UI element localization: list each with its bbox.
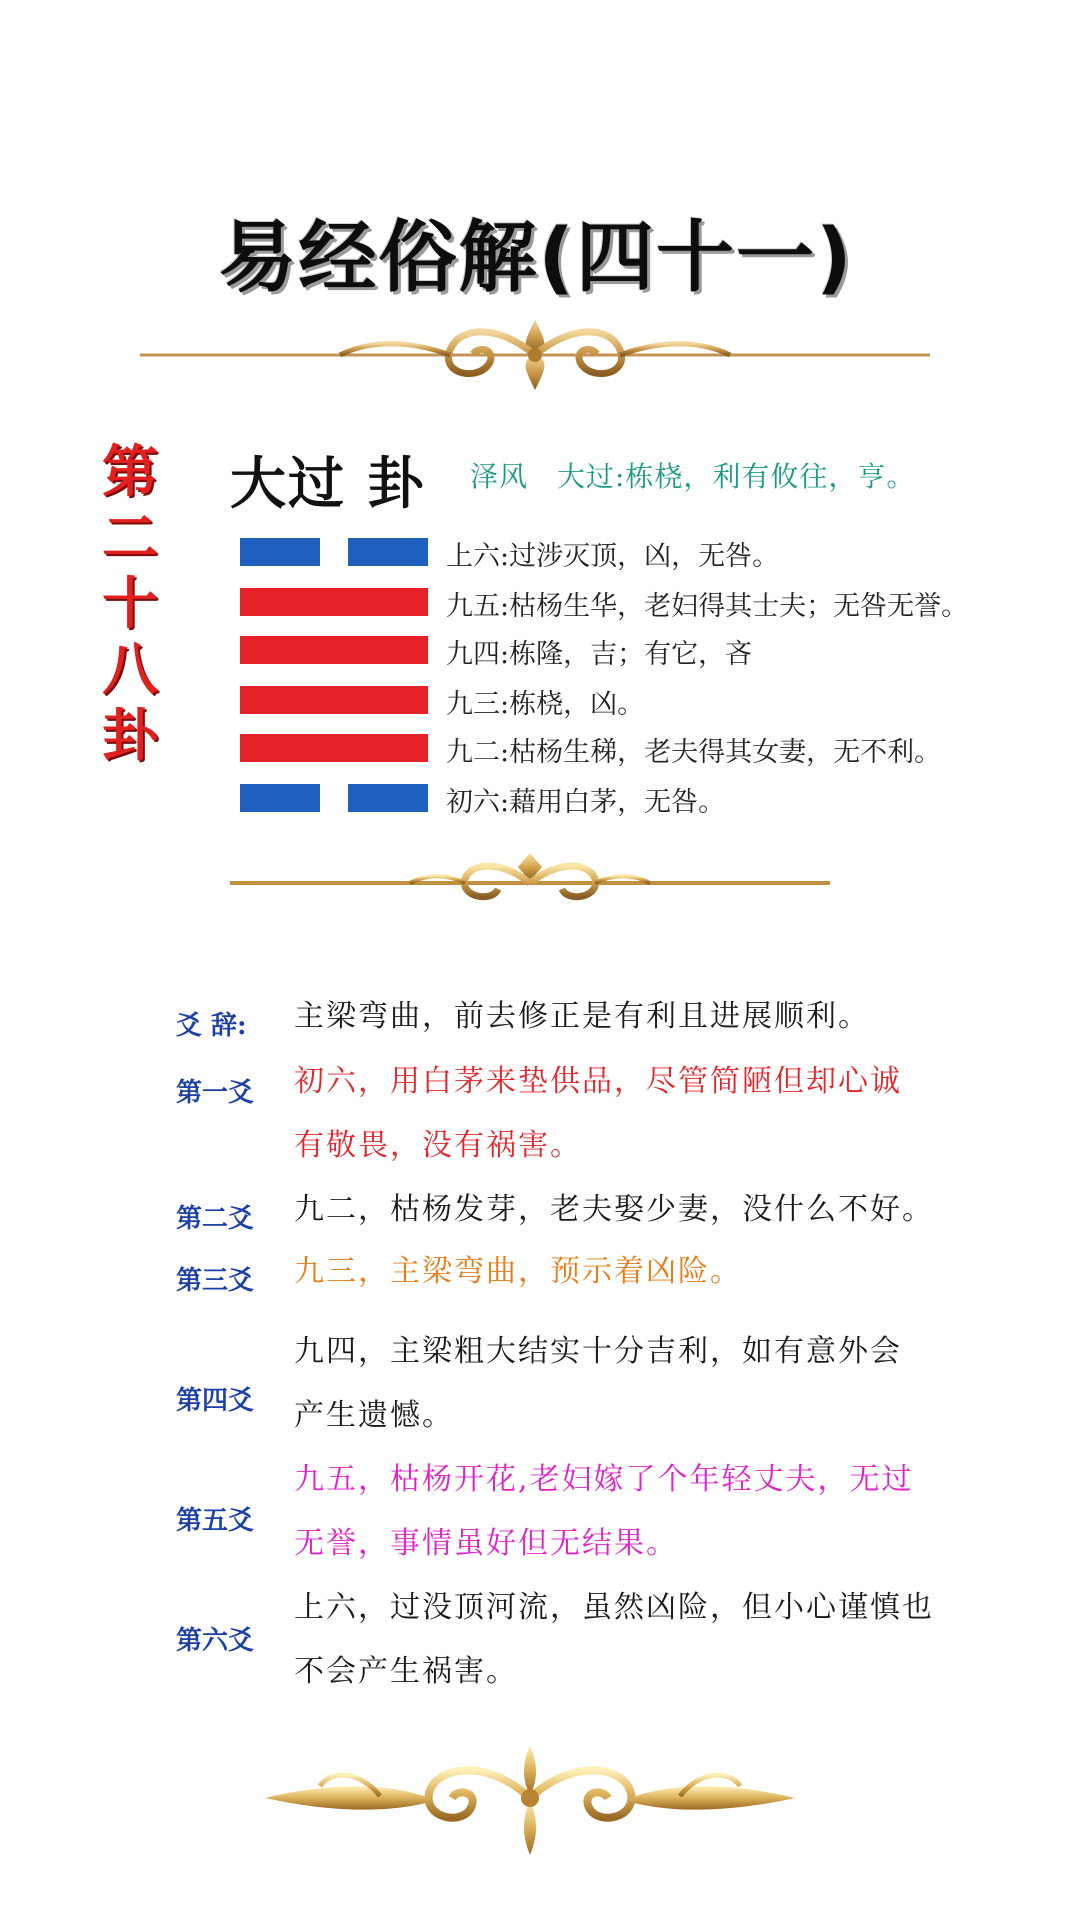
vertical-char: 十 xyxy=(102,572,158,637)
solid-line xyxy=(240,734,428,762)
yao-text-5-line2: 无誉，事情虽好但无结果。 xyxy=(294,1526,678,1561)
middle-ornament-divider xyxy=(230,845,830,915)
vertical-char: 八 xyxy=(102,638,158,703)
solid-line xyxy=(240,588,428,616)
top-ornament-divider xyxy=(140,310,930,400)
yao-text-1-line2: 有敬畏，没有祸害。 xyxy=(294,1128,582,1163)
yao-text-4-line2: 产生遗憾。 xyxy=(294,1398,454,1433)
yao-text-5-line1: 九五，枯杨开花,老妇嫁了个年轻丈夫，无过 xyxy=(294,1462,914,1497)
broken-line-left xyxy=(240,538,320,566)
page-title: 易经俗解(四十一) xyxy=(218,213,854,303)
line-text: 初六:藉用白茅，无咎。 xyxy=(446,787,726,818)
yao-label-3: 第三爻 xyxy=(176,1266,255,1296)
line-text: 九三:栋桡，凶。 xyxy=(446,689,645,720)
broken-line-right xyxy=(348,538,428,566)
vertical-char: 二 xyxy=(102,506,158,571)
line-text: 上六:过涉灭顶，凶，无咎。 xyxy=(446,541,780,572)
hexagram-name: 大过 卦 xyxy=(230,452,426,517)
line-text: 九四:栋隆，吉；有它，吝 xyxy=(446,639,753,670)
yao-label-2: 第二爻 xyxy=(176,1204,255,1234)
yao-label-yaoci: 爻 辞: xyxy=(176,1011,247,1041)
yao-label-4: 第四爻 xyxy=(176,1386,255,1416)
yao-label-5: 第五爻 xyxy=(176,1506,255,1536)
yao-text-4-line1: 九四，主梁粗大结实十分吉利，如有意外会 xyxy=(294,1334,902,1369)
line-text: 九五:枯杨生华，老妇得其士夫；无咎无誉。 xyxy=(446,591,969,622)
hexagram-line-6 xyxy=(240,538,1000,570)
vertical-char: 第 xyxy=(102,440,158,505)
yao-text-2: 九二，枯杨发芽，老夫娶少妻，没什么不好。 xyxy=(294,1192,934,1227)
hexagram-line-3 xyxy=(240,686,1000,718)
yao-text-6-line2: 不会产生祸害。 xyxy=(294,1654,518,1689)
hexagram-line-2 xyxy=(240,734,1000,766)
hexagram-line-4 xyxy=(240,636,1000,668)
hexagram-line-1 xyxy=(240,784,1000,816)
hexagram-judgement: 泽风 大过:栋桡，利有攸往，亨。 xyxy=(470,460,916,493)
broken-line-left xyxy=(240,784,320,812)
yao-label-1: 第一爻 xyxy=(176,1078,255,1108)
solid-line xyxy=(240,686,428,714)
solid-line xyxy=(240,636,428,664)
bottom-ornament-divider xyxy=(260,1740,800,1860)
hexagram-line-5 xyxy=(240,588,1000,620)
line-text: 九二:枯杨生稊，老夫得其女妻，无不利。 xyxy=(446,737,942,768)
yao-text-3: 九三，主梁弯曲，预示着凶险。 xyxy=(294,1254,742,1289)
broken-line-right xyxy=(348,784,428,812)
yao-label-6: 第六爻 xyxy=(176,1626,255,1656)
yao-text-yaoci: 主梁弯曲，前去修正是有利且进展顺利。 xyxy=(294,999,870,1034)
hexagram-number-vertical xyxy=(95,440,165,770)
yao-text-1-line1: 初六，用白茅来垫供品，尽管简陋但却心诚 xyxy=(294,1064,902,1099)
yao-text-6-line1: 上六，过没顶河流，虽然凶险，但小心谨慎也 xyxy=(294,1590,934,1625)
vertical-char: 卦 xyxy=(102,704,158,769)
